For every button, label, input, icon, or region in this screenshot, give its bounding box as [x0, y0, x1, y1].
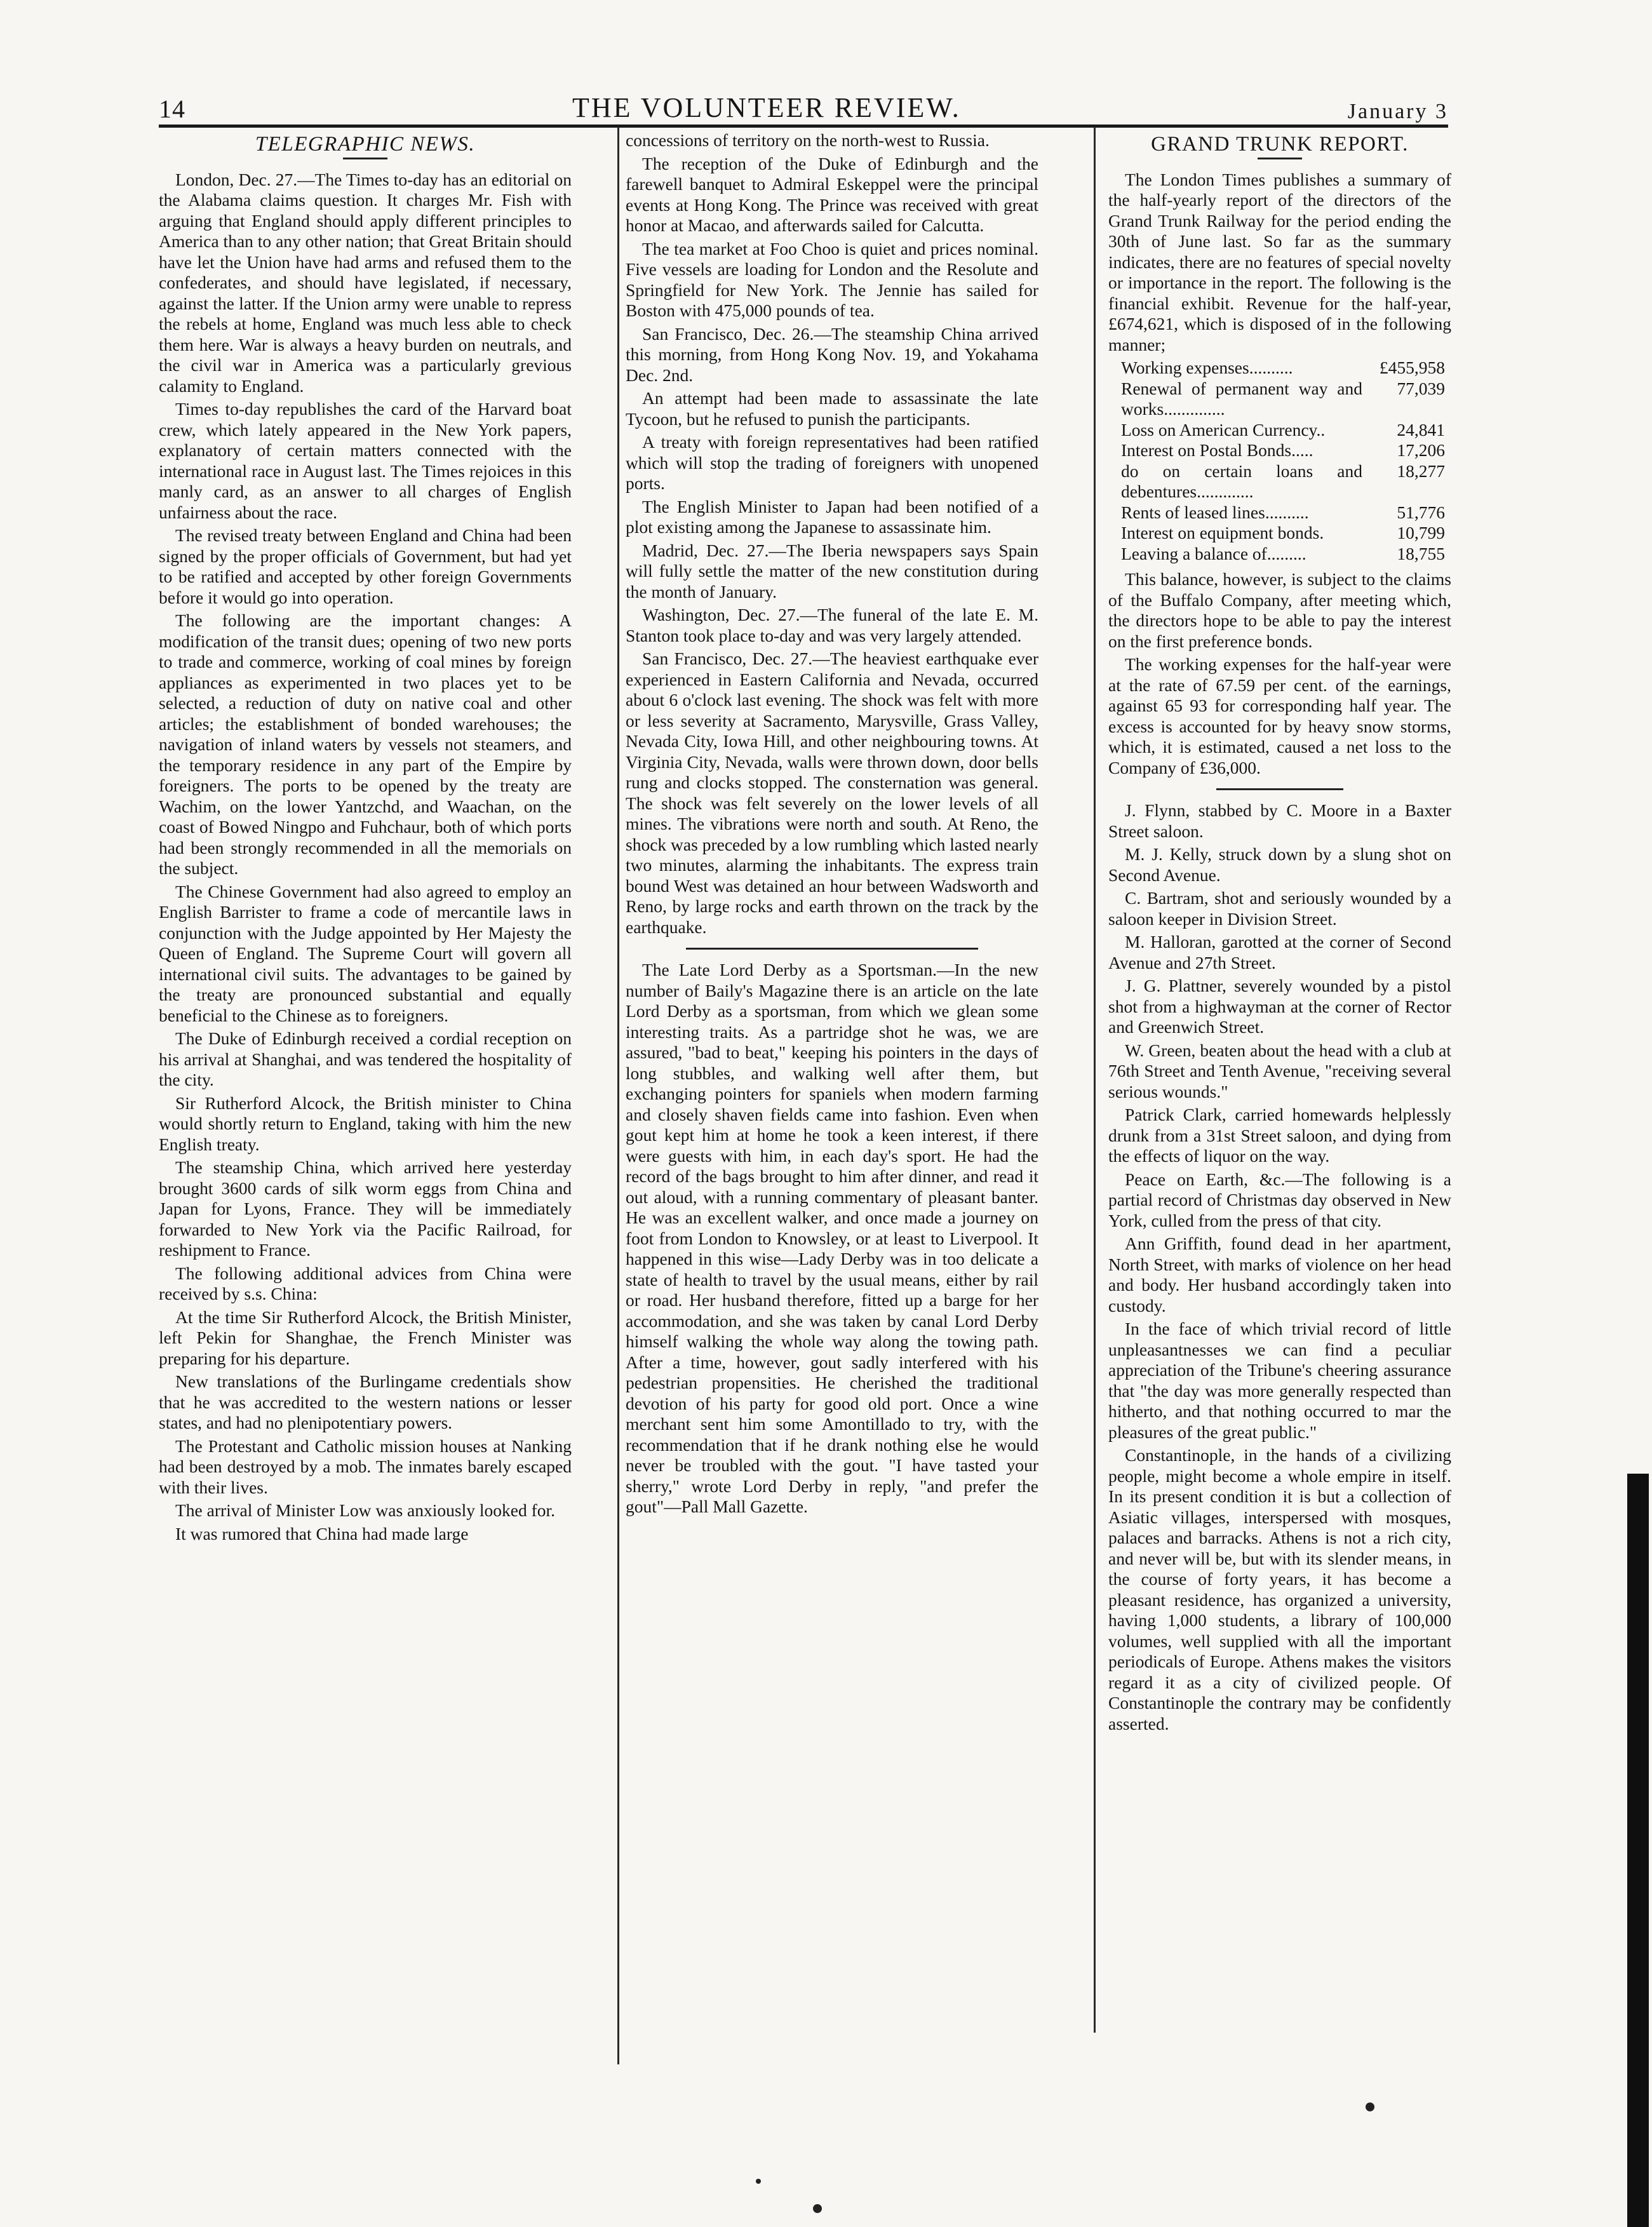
section-title: TELEGRAPHIC NEWS.	[255, 133, 476, 156]
column-news-continued	[626, 130, 1038, 1520]
article-paragraph: Times to-day republishes the card of the Harvard boat crew, which lately appeared in the New York papers, explanatory of certain matters connected with the international race in August last. The Times rejoices in this manly card, as an answer to all charges of English unfairness about the race.	[159, 399, 572, 522]
article-paragraph: The arrival of Minister Low was anxiously looked for.	[175, 1500, 555, 1520]
title-rule	[343, 158, 387, 159]
article-paragraph: London, Dec. 27.—The Times to-day has an editorial on the Alabama claims question. It charges Mr. Fish with arguing that England should apply different principles to America than to any other nation; that Great Britain should have let the Union have had arms and refused them to the confederates, and should have legislated, if necessary, against the latter. If the Union army were unable to repress the rebels at home, England was much less able to check them here. War is always a heavy burden on neutrals, and the civil war in America was a particularly grevious calamity to England.	[159, 169, 572, 396]
section-title: GRAND TRUNK REPORT.	[1151, 133, 1409, 156]
column-grand-trunk	[1108, 130, 1451, 1737]
article-paragraph: An attempt had been made to assassinate the late Tycoon, but he refused to punish the participants.	[626, 388, 1038, 429]
column-telegraphic-news	[159, 130, 572, 1547]
issue-date: January 3	[1347, 100, 1448, 123]
list-item: M. Halloran, garotted at the corner of Second Avenue and 27th Street.	[1108, 932, 1451, 972]
article-paragraph: This balance, however, is subject to the claims of the Buffalo Company, after meeting which, the directors hope to be able to pay the interest on the first preference bonds.	[1108, 569, 1451, 651]
masthead: THE VOLUNTEER REVIEW.	[572, 92, 961, 123]
table-row: Renewal of permanent way and works.............. 77,039	[1121, 378, 1445, 419]
table-row: Working expenses.......... £455,958	[1121, 358, 1445, 377]
article-paragraph: The steamship China, which arrived here yesterday brought 3600 cards of silk worm eggs from China and Japan for Lyons, France. They will be immediately forwarded to New York via the Pacific Railroad, for reshipment to France.	[159, 1157, 572, 1260]
article-paragraph: New translations of the Burlingame credentials show that he was accredited to the western nations or lesser states, and had no plenipotentiary powers.	[159, 1371, 572, 1432]
article-paragraph: The following are the important changes: A modification of the transit dues; opening of two new ports to trade and commerce, working of coal mines by foreign appliances as experimented in two places yet to be selected, a reduction of duty on native coal and other articles; the establishment of bonded warehouses; the navigation of inland waters by vessels not steamers, and the temporary residence in any part of the Empire by foreigners. The ports to be opened by the treaty are Wachim, on the lower Yantzchd, and Waachan, on the coast of Bowed Ningpo and Fuhchaur, both of which ports had been strongly recommended in all the memorials on the subject.	[159, 610, 572, 878]
article-paragraph: The Protestant and Catholic mission houses at Nanking had been destroyed by a mob. The inmates barely escaped with their lives.	[159, 1436, 572, 1497]
table-row: Rents of leased lines.......... 51,776	[1121, 502, 1445, 522]
list-item: In the face of which trivial record of little unpleasantnesses we can find a peculiar appreciation of the Tribune's cheering assurance that "the day was more generally respected than hitherto, and that nothing occurred to mar the pleasures of the great public."	[1108, 1319, 1451, 1442]
header-rule	[159, 124, 1448, 128]
title-rule	[1258, 158, 1302, 159]
table-row: Leaving a balance of......... 18,755	[1121, 543, 1445, 563]
section-rule	[686, 948, 978, 950]
article-paragraph: The English Minister to Japan had been notified of a plot existing among the Japanese to assassinate him.	[626, 496, 1038, 537]
scan-edge-shadow	[1627, 1474, 1649, 2227]
article-paragraph: Madrid, Dec. 27.—The Iberia newspapers says Spain will fully settle the matter of the new constitution during the month of January.	[626, 540, 1038, 602]
article-paragraph: San Francisco, Dec. 27.—The heaviest earthquake ever experienced in Eastern California and Nevada, occurred about 6 o'clock last evening. The shock was felt with more or less severity at Sacramento, Marysville, Grass Valley, Nevada City, Iowa Hill, and other neighbouring towns. At Virginia City, Nevada, walls were thrown down, door bells rung and clocks stopped. The consternation was general. The shock was felt severely on the lower levels of all mines. The vibrations were north and south. At Reno, the shock was preceded by a low rumbling which lasted nearly two minutes, alarming the inhabitants. The express train bound West was detained an hour between Wadsworth and Reno, by large rocks and earth thrown on the track by the earthquake.	[626, 649, 1038, 937]
article-paragraph: The following additional advices from China were received by s.s. China:	[159, 1263, 572, 1303]
article-paragraph: At the time Sir Rutherford Alcock, the British Minister, left Pekin for Shanghae, the French Minister was preparing for his departure.	[159, 1307, 572, 1368]
derby-article: The Late Lord Derby as a Sportsman.—In the new number of Baily's Magazine there is an article on the late Lord Derby as a sportsman, from which we glean some interesting traits. As a partridge shot he was, we are assured, "bad to beat," keeping his pointers in the days of long stubbles, and walking well after them, but exchanging pointers for spaniels when modern farming and closely shaven fields came into fashion. Even when gout kept him at home he took a keen interest, if there were guests with him, in each day's sport. He had the record of the bags brought to him after dinner, and read it out aloud, with a running commentary of pleasant banter. He was an excellent walker, and once made a journey on foot from London to Knowsley, or at least to Liverpool. It happened in this wise—Lady Derby was in too delicate a state of health to travel by the usual means, either by rail or road. Her husband therefore, fitted up a barge for her accommodation, and she was taken by canal Lord Derby himself walking the whole way along the towing path. After a time, however, gout sadly interfered with his pedestrian propensities. He cherished the traditional devotion of his party for good old port. Once a wine merchant sent him some Amontillado to try, with the recommendation that if he drank nothing else he would never be troubled with the gout. "I have tasted your sherry," wrote Lord Derby in reply, "and prefer the gout"—Pall Mall Gazette.	[626, 960, 1038, 1516]
article-paragraph: Sir Rutherford Alcock, the British minister to China would shortly return to England, taking with him the new English treaty.	[159, 1093, 572, 1154]
table-row: do on certain loans and debentures............. 18,277	[1121, 461, 1445, 501]
list-item: J. G. Plattner, severely wounded by a pistol shot from a highwayman at the corner of Rector and Greenwich Street.	[1108, 976, 1451, 1037]
ink-speck	[813, 2204, 822, 2213]
section-rule	[1216, 788, 1343, 790]
article-paragraph: concessions of territory on the north-west to Russia.	[626, 130, 990, 150]
ink-speck	[1366, 2103, 1374, 2111]
financial-table	[1121, 358, 1451, 564]
list-item: M. J. Kelly, struck down by a slung shot on Second Avenue.	[1108, 844, 1451, 885]
list-item: Patrick Clark, carried homewards helplessly drunk from a 31st Street saloon, and dying from the effects of liquor on the way.	[1108, 1105, 1451, 1166]
article-paragraph: The working expenses for the half-year were at the rate of 67.59 per cent. of the earnings, against 65 93 for corresponding half year. The excess is accounted for by heavy snow storms, which, it is estimated, caused a net loss to the Company of £36,000.	[1108, 654, 1451, 777]
article-paragraph: The reception of the Duke of Edinburgh and the farewell banquet to Admiral Eskeppel were the principal events at Hong Kong. The Prince was received with great honor at Macao, and afterwards sailed for Calcutta.	[626, 153, 1038, 235]
article-paragraph: A treaty with foreign representatives had been ratified which will stop the trading of foreigners with unopened ports.	[626, 432, 1038, 493]
list-item: Peace on Earth, &c.—The following is a partial record of Christmas day observed in New York, culled from the press of that city.	[1108, 1169, 1451, 1230]
table-row: Loss on American Currency.. 24,841	[1121, 419, 1445, 440]
article-paragraph: Washington, Dec. 27.—The funeral of the late E. M. Stanton took place to-day and was very largely attended.	[626, 605, 1038, 645]
article-paragraph: It was rumored that China had made large	[175, 1523, 469, 1544]
list-item: C. Bartram, shot and seriously wounded by a saloon keeper in Division Street.	[1108, 888, 1451, 929]
report-intro: The London Times publishes a summary of the half-yearly report of the directors of the Grand Trunk Railway for the period ending the 30th of June last. So far as the summary indicates, there are no features of special novelty or importance in the report. The following is the financial exhibit. Revenue for the half-year, £674,621, which is disposed of in the following manner;	[1108, 169, 1451, 354]
article-paragraph: San Francisco, Dec. 26.—The steamship China arrived this morning, from Hong Kong Nov. 19, and Yokahama Dec. 2nd.	[626, 323, 1038, 385]
list-item: Constantinople, in the hands of a civilizing people, might become a whole empire in itself. In its present condition it is but a collection of Asiatic villages, interspersed with mosques, palaces and barracks. Athens is not a rich city, and never will be, but with its slender means, in the course of forty years, it has become a pleasant residence, has organized a university, having 1,000 students, a library of 100,000 volumes, well supplied with all the important periodicals of Europe. Athens makes the visitors regard it as a city of civilized people. Of Constantinople the contrary may be confidently asserted.	[1108, 1445, 1451, 1733]
list-item: W. Green, beaten about the head with a club at 76th Street and Tenth Avenue, "receiving several serious wounds."	[1108, 1040, 1451, 1101]
column-divider	[617, 127, 619, 2064]
article-paragraph: The Duke of Edinburgh received a cordial reception on his arrival at Shanghai, and was tendered the hospitality of the city.	[159, 1028, 572, 1089]
column-divider	[1094, 127, 1096, 2033]
ink-speck	[756, 2179, 761, 2184]
article-paragraph: The revised treaty between England and China had been signed by the proper officials of Government, but had yet to be ratified and accepted by other foreign Governments before it would go into operation.	[159, 525, 572, 607]
article-paragraph: The tea market at Foo Choo is quiet and prices nominal. Five vessels are loading for London and the Resolute and Springfield for New York. The Jennie has sailed for Boston with 475,000 pounds of tea.	[626, 238, 1038, 320]
page-header	[159, 79, 1448, 124]
article-paragraph: The Chinese Government had also agreed to employ an English Barrister to frame a code of mercantile laws in conjunction with the Judge appointed by Her Majesty the Queen of England. The Supreme Court will govern all international civil suits. The advantages to be gained by the treaty are pronounced substantial and equally beneficial to the Chinese as to foreigners.	[159, 881, 572, 1025]
table-row: Interest on equipment bonds. 10,799	[1121, 523, 1445, 542]
table-row: Interest on Postal Bonds..... 17,206	[1121, 440, 1445, 460]
list-item: J. Flynn, stabbed by C. Moore in a Baxter Street saloon.	[1108, 800, 1451, 841]
page-number: 14	[159, 95, 185, 123]
list-item: Ann Griffith, found dead in her apartment, North Street, with marks of violence on her head and body. Her husband accordingly taken into custody.	[1108, 1234, 1451, 1315]
